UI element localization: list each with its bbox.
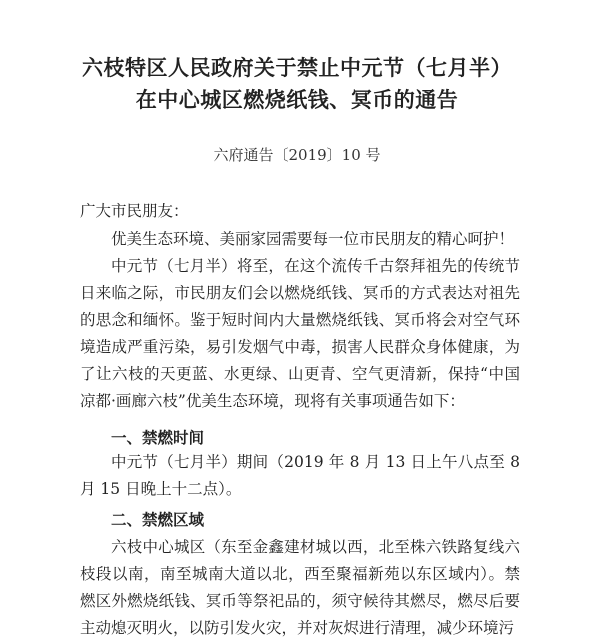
section-heading-area: 二、禁燃区域 bbox=[111, 511, 205, 529]
paragraph-intro: 优美生态环境、美丽家园需要每一位市民朋友的精心呵护！ bbox=[111, 230, 515, 248]
section-body-time: 中元节（七月半）期间（2019 年 8 月 13 日上午八点至 8 月 15 日晚上十二点）。 bbox=[80, 453, 520, 498]
greeting: 广大市民朋友： bbox=[80, 202, 189, 220]
document-number: 六府通告〔2019〕10 号 bbox=[213, 146, 381, 164]
section-body-area: 六枝中心城区（东至金鑫建材城以西，北至株六铁路复线六枝段以南，南至城南大道以北，西至聚福新苑以东区域内）。禁燃区外燃烧纸钱、冥币等祭祀品的，须守候待其燃尽，燃尽后要主动熄灭明火，以防引发火灾，并对灰烬进行清理，减少环境污 bbox=[80, 538, 520, 637]
title-line-1: 六枝特区人民政府关于禁止中元节（七月半） bbox=[82, 56, 512, 80]
section-heading-time: 一、禁燃时间 bbox=[111, 429, 205, 447]
title-line-2: 在中心城区燃烧纸钱、冥币的通告 bbox=[135, 88, 459, 112]
paragraph-background: 中元节（七月半）将至，在这个流传千古祭拜祖先的传统节日来临之际，市民朋友们会以燃烧纸钱、冥币的方式表达对祖先的思念和缅怀。鉴于短时间内大量燃烧纸钱、冥币将会对空气环境造成严重污染，易引发烟气中毒，损害人民群众身体健康，为了让六枝的天更蓝、水更绿、山更青、空气更清新，保持“中国凉都·画廊六枝”优美生态环境，现将有关事项通告如下： bbox=[80, 257, 520, 410]
